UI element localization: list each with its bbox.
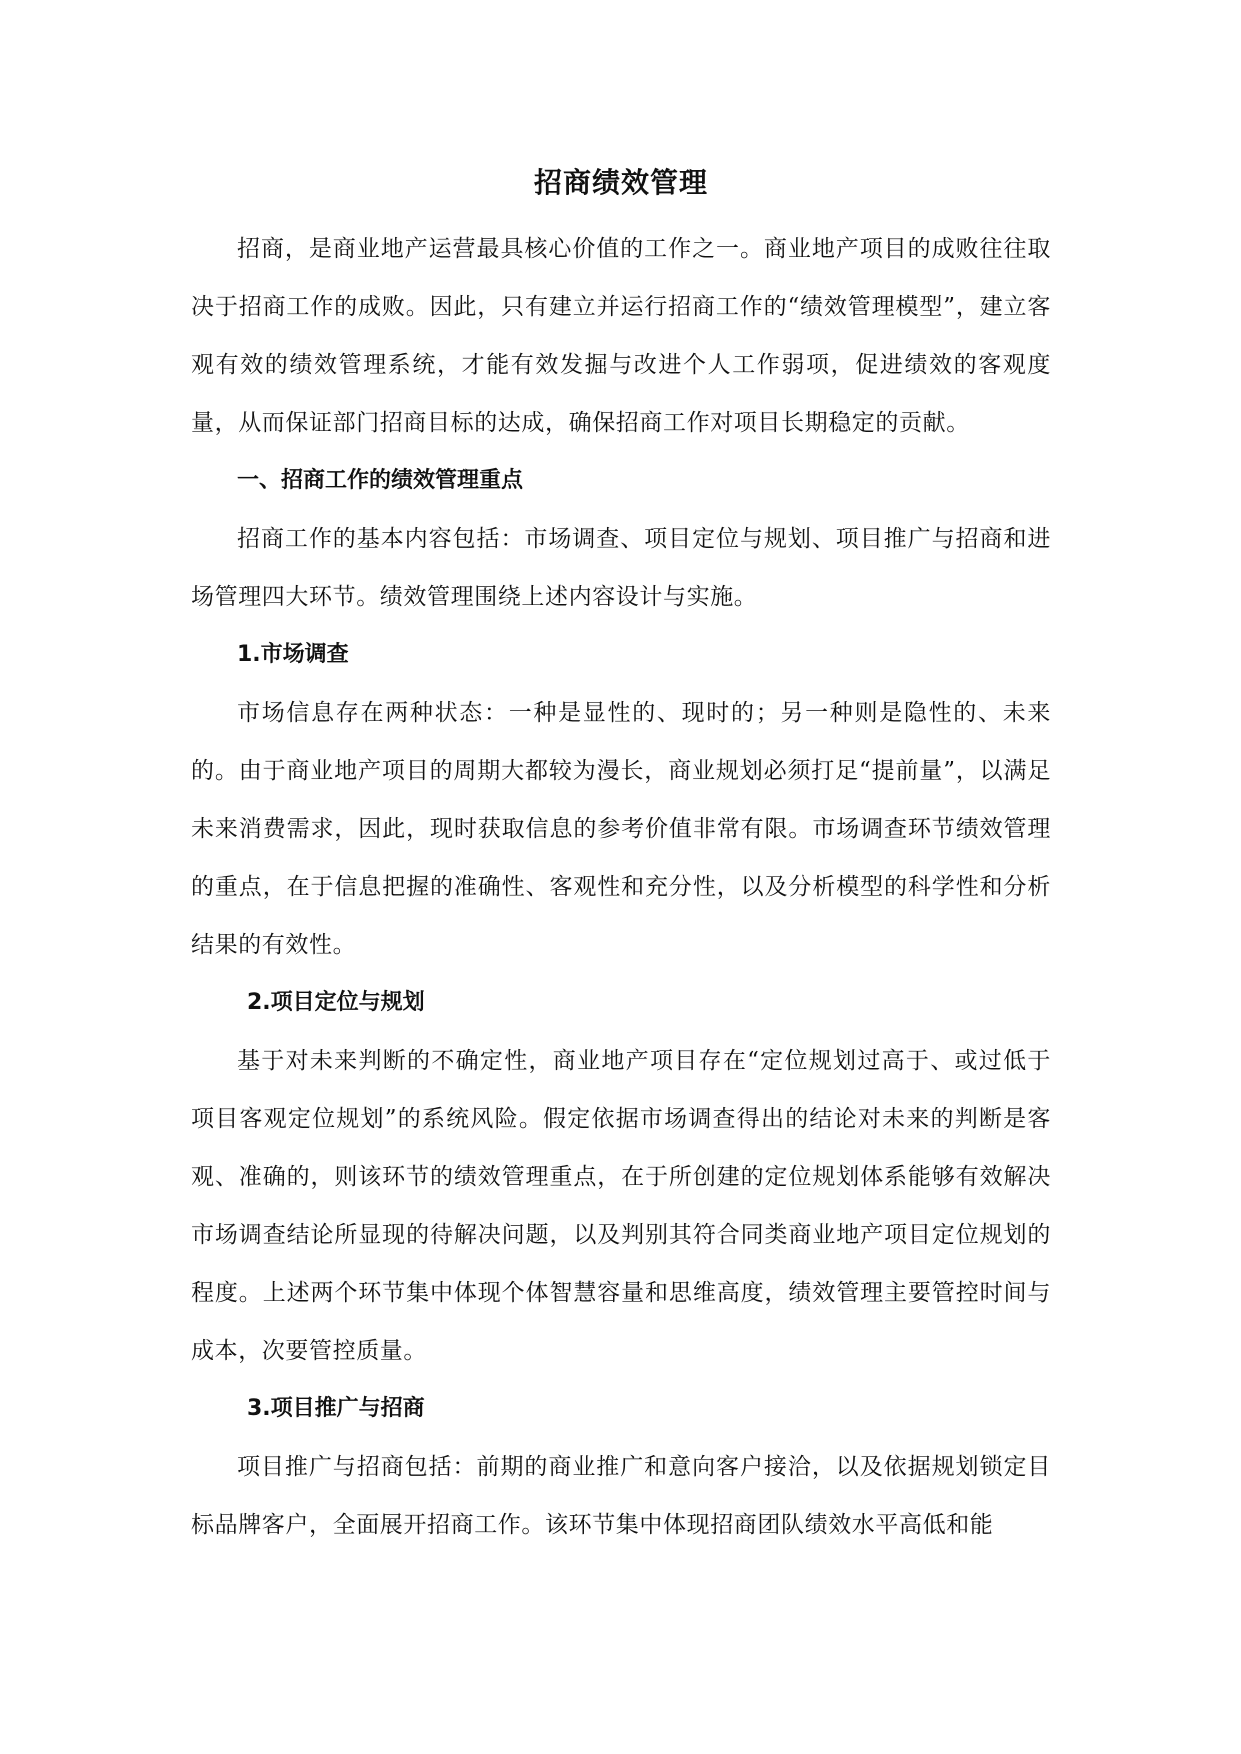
document-body	[191, 160, 1051, 1554]
section-heading-1: 一、招商工作的绩效管理重点	[237, 468, 524, 493]
document-title: 招商绩效管理	[533, 166, 708, 199]
subsection-heading-market-research: 1.市场调查	[237, 642, 349, 667]
intro-paragraph: 招商，是商业地产运营最具核心价值的工作之一。商业地产项目的成败往往取决于招商工作的成败。因此，只有建立并运行招商工作的“绩效管理模型”，建立客观有效的绩效管理系统，才能有效发掘与改进个人工作弱项，促进绩效的客观度量，从而保证部门招商目标的达成，确保招商工作对项目长期稳定的贡献。	[191, 236, 1051, 436]
promotion-leasing-paragraph: 项目推广与招商包括：前期的商业推广和意向客户接洽，以及依据规划锁定目标品牌客户，全面展开招商工作。该环节集中体现招商团队绩效水平高低和能	[191, 1454, 1051, 1538]
section-1-paragraph: 招商工作的基本内容包括：市场调查、项目定位与规划、项目推广与招商和进场管理四大环节。绩效管理围绕上述内容设计与实施。	[191, 526, 1051, 610]
subsection-heading-promotion-leasing: 3.项目推广与招商	[247, 1396, 425, 1421]
positioning-planning-paragraph: 基于对未来判断的不确定性，商业地产项目存在“定位规划过高于、或过低于项目客观定位规划”的系统风险。假定依据市场调查得出的结论对未来的判断是客观、准确的，则该环节的绩效管理重点，在于所创建的定位规划体系能够有效解决市场调查结论所显现的待解决问题，以及判别其符合同类商业地产项目定位规划的程度。上述两个环节集中体现个体智慧容量和思维高度，绩效管理主要管控时间与成本，次要管控质量。	[191, 1048, 1051, 1364]
market-research-paragraph: 市场信息存在两种状态：一种是显性的、现时的；另一种则是隐性的、未来的。由于商业地产项目的周期大都较为漫长，商业规划必须打足“提前量”，以满足未来消费需求，因此，现时获取信息的参考价值非常有限。市场调查环节绩效管理的重点，在于信息把握的准确性、客观性和充分性，以及分析模型的科学性和分析结果的有效性。	[191, 700, 1051, 958]
subsection-heading-positioning-planning: 2.项目定位与规划	[247, 990, 425, 1015]
